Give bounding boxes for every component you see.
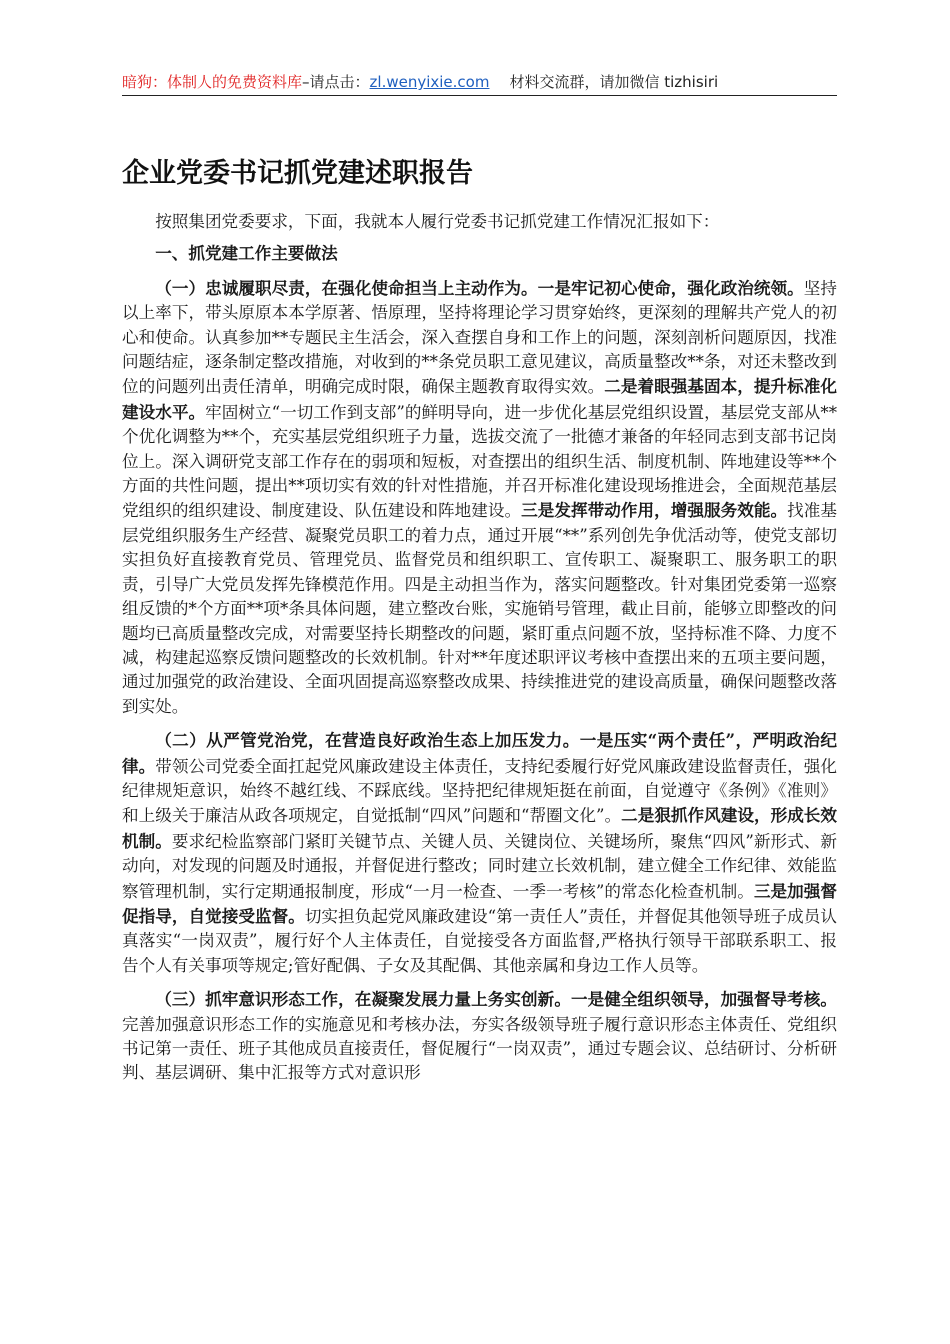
- document-body: [122, 210, 837, 1095]
- section-1-lead: （一）忠诚履职尽责，在强化使命担当上主动作为。一是牢记初心使命，强化政治统领。: [155, 277, 804, 298]
- header-divider: [122, 95, 837, 96]
- section-1-text-2: 牢固树立“一切工作到支部”的鲜明导向，进一步优化基层党组织设置，基层党支部从**个优化调整为**个，充实基层党组织班子力量，选拔交流了一批德才兼备的年轻同志到支部书记岗位上。深入调研党支部工作存在的弱项和短板，对查摆出的组织生活、制度机制、阵地建设等**个方面的共性问题，提出**项切实有效的针对性措施，并召开标准化建设现场推进会，全面规范基层党组织的组织建设、制度建设、队伍建设和阵地建设。: [122, 402, 838, 521]
- section-3-lead: （三）抓牢意识形态工作，在凝聚发展力量上务实创新。一是健全组织领导，加强督导考核。: [155, 989, 837, 1010]
- section-1-point-3: 三是发挥带动作用，增强服务效能。: [521, 500, 788, 521]
- section-heading-1: 一、抓党建工作主要做法: [155, 244, 338, 264]
- header-click-prompt: –请点击：: [302, 73, 370, 91]
- section-1-text-3: 找准基层党组织服务生产经营、凝聚党员职工的着力点，通过开展“**”系列创先争优活动等，使党支部切实担负好直接教育党员、管理党员、监督党员和组织职工、宣传职工、凝聚职工、服务职工的职责，引导广大党员发挥先锋模范作用。四是主动担当作为，落实问题整改。针对集团党委第一巡察组反馈的*个方面**项*条具体问题，建立整改台账，实施销号管理，截止目前，能够立即整改的问题均已高质量整改完成，对需要坚持长期整改的问题，紧盯重点问题不放，坚持标准不降、力度不减，构建起巡察反馈问题整改的长效机制。针对**年度述职评议考核中查摆出来的五项主要问题，通过加强党的政治建设、全面巩固提高巡察整改成果、持续推进党的建设高质量，确保问题整改落到实处。: [122, 501, 838, 716]
- header-brand: 暗狗：体制人的免费资料库: [122, 73, 303, 91]
- section-2-text-1: 带领公司党委全面扛起党风廉政建设主体责任，支持纪委履行好党风廉政建设监督责任，强化纪律规矩意识，始终不越红线、不踩底线。坚持把纪律规矩挺在前面，自觉遵守《条例》《准则》和上级关于廉洁从政各项规定，自觉抵制“四风”问题和“帮圈文化”。: [122, 756, 838, 826]
- page-header: [122, 70, 837, 94]
- section-2-paragraph: [122, 728, 837, 978]
- section-2-text-3: 切实担负起党风廉政建设“第一责任人”责任，并督促其他领导班子成员认真落实“一岗双责”，履行好个人主体责任，自觉接受各方面监督,严格执行领导干部联系职工、报告个人有关事项等规定;管好配偶、子女及其配偶、其他亲属和身边工作人员等。: [122, 906, 837, 975]
- intro-paragraph: 按照集团党委要求，下面，我就本人履行党委书记抓党建工作情况汇报如下：: [155, 212, 720, 231]
- section-2-point-2: 二是狠抓作风建设，形成长效机制。: [122, 805, 838, 851]
- section-2-text-2: 要求纪检监察部门紧盯关键节点、关键人员、关键岗位、关键场所，聚焦“四风”新形式、新动向，对发现的问题及时通报，并督促进行整改；同时建立长效机制，建立健全工作纪律、效能监察管理机制，实行定期通报制度，形成“一月一检查、一季一考核”的常态化检查机制。: [122, 831, 837, 901]
- section-1-point-2: 二是着眼强基固本，提升标准化建设水平。: [122, 376, 838, 422]
- header-url-link[interactable]: zl.wenyixie.com: [369, 73, 490, 91]
- section-2-point-3: 三是加强督促指导，自觉接受监督。: [122, 880, 838, 926]
- document-title: 企业党委书记抓党建述职报告: [122, 158, 473, 189]
- section-1-paragraph: [122, 276, 837, 719]
- header-wechat-note: 材料交流群，请加微信 tizhisiri: [509, 73, 719, 91]
- section-2-lead: （二）从严管党治党，在营造良好政治生态上加压发力。一是压实“两个责任”，严明政治纪律。: [122, 730, 837, 776]
- section-3-paragraph: [122, 987, 837, 1086]
- section-1-text-1: 坚持以上率下，带头原原本本学原著、悟原理，坚持将理论学习贯穿始终，更深刻的理解共产党人的初心和使命。认真参加**专题民主生活会，深入查摆自身和工作上的问题，深刻剖析问题原因，找准问题结症，逐条制定整改措施，对收到的**条党员职工意见建议，高质量整改**条，对还未整改到位的问题列出责任清单，明确完成时限，确保主题教育取得实效。: [122, 278, 838, 397]
- section-3-text-1: 完善加强意识形态工作的实施意见和考核办法，夯实各级领导班子履行意识形态主体责任、党组织书记第一责任、班子其他成员直接责任，督促履行“一岗双责”，通过专题会议、总结研讨、分析研判、基层调研、集中汇报等方式对意识形: [122, 1014, 837, 1083]
